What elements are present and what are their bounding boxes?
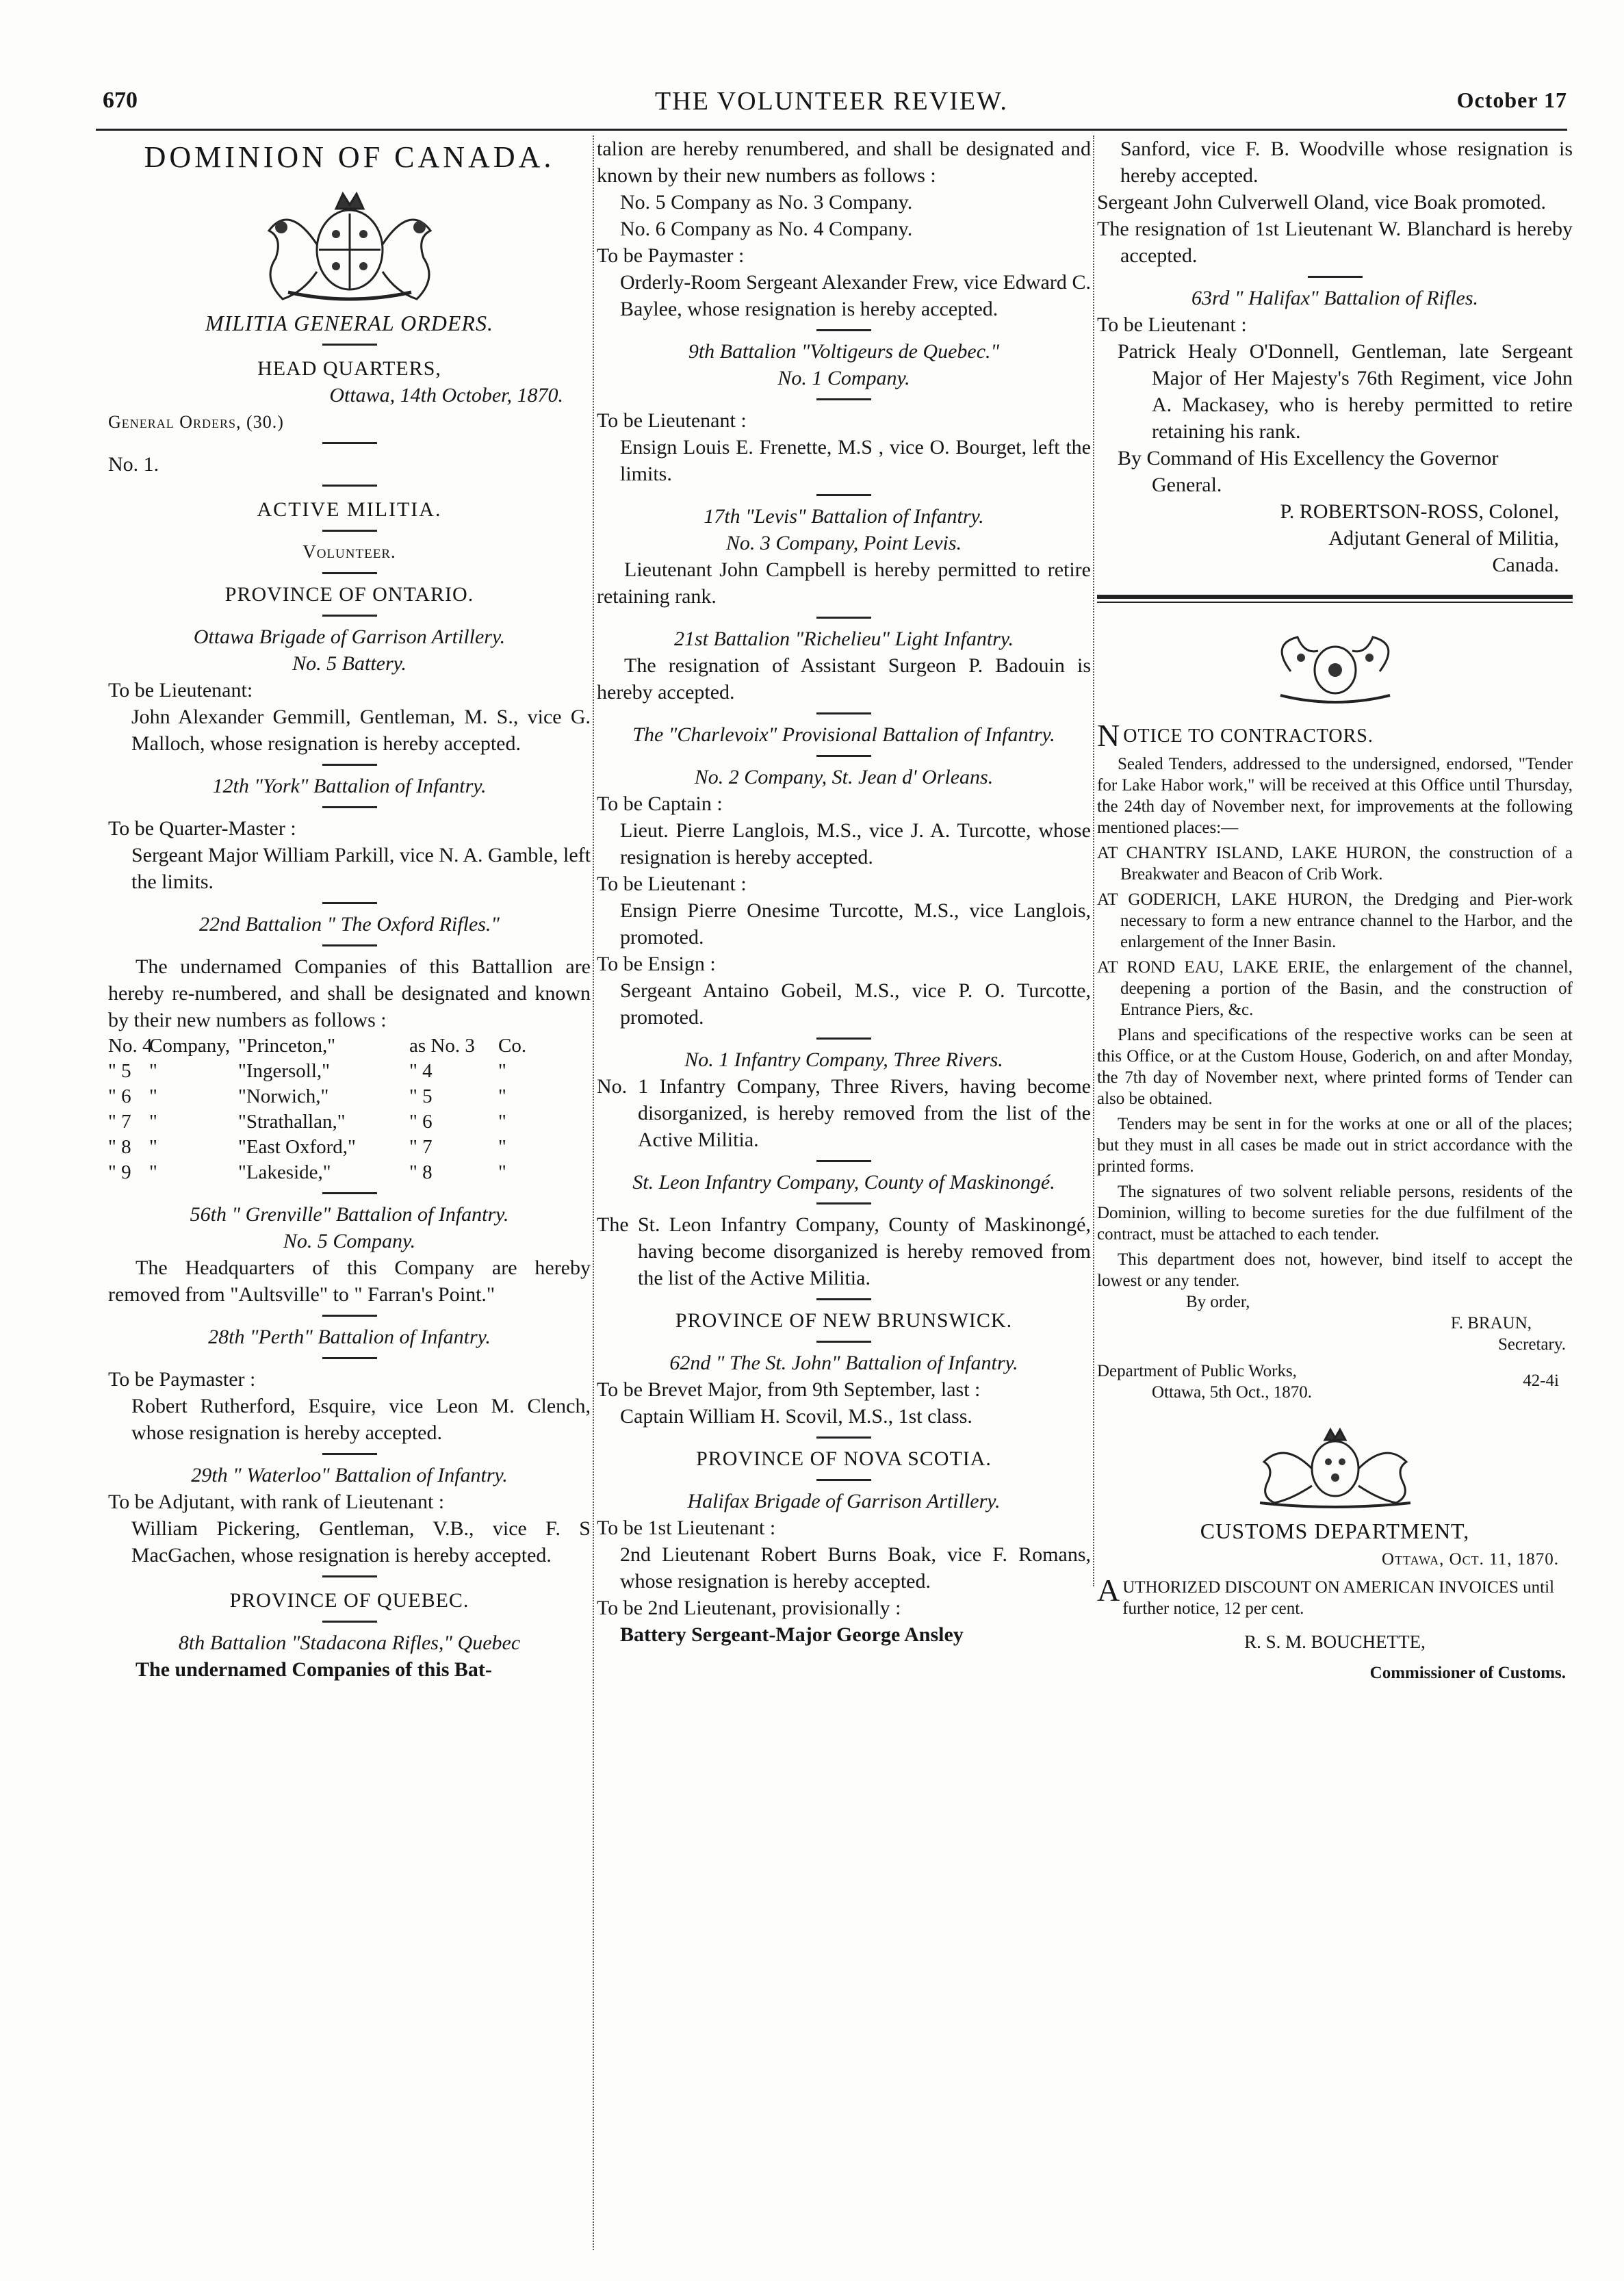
divider	[322, 1192, 377, 1194]
appointment-text: Sergeant Major William Parkill, vice N. A. Gamble, left the limits.	[131, 844, 591, 893]
paragraph: The Headquarters of this Company are hereby removed from "Aultsville" to " Farran's Point."	[108, 1257, 591, 1306]
customs-heading: CUSTOMS DEPARTMENT,	[1200, 1519, 1470, 1543]
signatory-name: R. S. M. BOUCHETTE,	[1244, 1632, 1426, 1652]
table-cell: "	[149, 1085, 157, 1107]
divider	[322, 1621, 377, 1623]
appointment-label: To be Quarter-Master :	[108, 817, 296, 840]
section-heading: St. Leon Infantry Company, County of Maskinongé.	[632, 1171, 1055, 1194]
appointment-label: To be 2nd Lieutenant, provisionally :	[597, 1597, 901, 1619]
table-cell: "Ingersoll,"	[238, 1060, 331, 1082]
table-cell: " 5	[409, 1085, 433, 1107]
signatory-title: Secretary.	[1497, 1335, 1566, 1354]
divider	[322, 572, 377, 574]
appointment-text: Battery Sergeant-Major George Ansley	[620, 1623, 964, 1646]
table-cell: " 6	[108, 1085, 131, 1107]
divider	[322, 530, 377, 532]
appointment-text: Sergeant John Culverwell Oland, vice Boak promoted.	[1097, 191, 1546, 214]
notice-paragraph: AT CHANTRY ISLAND, LAKE HURON, the construction of a Breakwater and Beacon of Crib Work.	[1097, 844, 1573, 884]
table-cell: "	[498, 1060, 506, 1082]
divider	[322, 1453, 377, 1455]
appointment-text: Sergeant Antaino Gobeil, M.S., vice P. O. Turcotte, promoted.	[620, 979, 1091, 1029]
divider	[322, 902, 377, 904]
appointment-text: Ensign Louis E. Frenette, M.S , vice O. Bourget, left the limits.	[620, 436, 1091, 485]
table-cell: "Strathallan,"	[238, 1111, 346, 1133]
paragraph: The undernamed Companies of this Battallion are hereby re-numbered, and shall be designated and known by their new numbers as follows :	[108, 955, 591, 1031]
divider	[1308, 276, 1363, 278]
province-ontario-heading: PROVINCE OF ONTARIO.	[224, 583, 474, 606]
newspaper-title: THE VOLUNTEER REVIEW.	[655, 87, 1008, 116]
general-orders-number: General Orders, (30.)	[108, 412, 284, 432]
militia-orders-heading: MILITIA GENERAL ORDERS.	[205, 311, 493, 335]
table-cell: "East Oxford,"	[238, 1136, 356, 1158]
notice-paragraph: Plans and specifications of the respective works can be seen at this Office, or at the Custom House, Goderich, on and after Monday, the 7th day of November next, where printed forms of Tender can also be obtained.	[1097, 1026, 1573, 1108]
appointment-text: John Alexander Gemmill, Gentleman, M. S., vice G. Malloch, whose resignation is hereby accepted.	[131, 706, 591, 755]
divider	[816, 755, 871, 757]
paragraph: talion are hereby renumbered, and shall be designated and known by their new numbers as follows :	[597, 138, 1091, 187]
table-cell: "	[498, 1161, 506, 1183]
section-heading: 9th Battalion "Voltigeurs de Quebec."	[688, 340, 1000, 363]
notice-paragraph: The signatures of two solvent reliable persons, residents of the Dominion, willing to become sureties for the due fulfilment of the contract, must be attached to each tender.	[1097, 1183, 1573, 1243]
table-cell: "	[149, 1136, 157, 1158]
thick-rule	[1097, 595, 1573, 599]
subsection-heading: No. 3 Company, Point Levis.	[725, 532, 962, 554]
divider	[816, 1038, 871, 1040]
issue-date: October 17	[1456, 88, 1567, 112]
order-number: No. 1.	[108, 453, 159, 476]
thin-rule	[1097, 602, 1573, 603]
list-item: No. 5 Company as No. 3 Company.	[620, 191, 913, 214]
section-heading: Halifax Brigade of Garrison Artillery.	[687, 1490, 1001, 1512]
appointment-text: Captain William H. Scovil, M.S., 1st class.	[620, 1405, 972, 1428]
column-1	[108, 136, 591, 1683]
hq-date: Ottawa, 14th October, 1870.	[329, 384, 563, 407]
divider	[322, 806, 377, 808]
divider	[322, 764, 377, 766]
section-heading: 56th " Grenville" Battalion of Infantry.	[190, 1203, 509, 1226]
divider	[322, 1357, 377, 1359]
paragraph: The resignation of Assistant Surgeon P. Badouin is hereby accepted.	[597, 654, 1091, 704]
column-2	[597, 136, 1091, 1648]
table-cell: " 5	[108, 1060, 131, 1082]
appointment-label: To be Ensign :	[597, 953, 716, 975]
table-cell: " 8	[108, 1136, 131, 1158]
divider	[816, 712, 871, 714]
column-divider-1	[593, 136, 594, 2250]
department-name: Department of Public Works,	[1097, 1362, 1297, 1380]
divider	[816, 617, 871, 619]
section-heading: 21st Battalion "Richelieu" Light Infantry.	[674, 628, 1014, 650]
table-cell: Co.	[498, 1035, 527, 1057]
province-ns-heading: PROVINCE OF NOVA SCOTIA.	[696, 1447, 992, 1470]
customs-date: Ottawa, Oct. 11, 1870.	[1381, 1550, 1559, 1569]
dominion-heading: DOMINION OF CANADA.	[144, 140, 555, 174]
divider	[816, 1436, 871, 1439]
notice-paragraph: This department does not, however, bind itself to accept the lowest or any tender.	[1097, 1250, 1573, 1290]
renumbering-table	[108, 1033, 591, 1185]
divider	[322, 344, 377, 346]
section-heading: 28th "Perth" Battalion of Infantry.	[208, 1326, 491, 1348]
royal-coat-of-arms-icon	[1233, 1426, 1438, 1508]
section-heading: 8th Battalion "Stadacona Rifles," Quebec	[178, 1632, 521, 1654]
notice-paragraph: AT ROND EAU, LAKE ERIE, the enlargement of the channel, deepening a portion of the Basin, and the construction of Entrance Piers, &c.	[1097, 958, 1573, 1019]
section-heading: 29th " Waterloo" Battalion of Infantry.	[191, 1464, 508, 1486]
column-divider-2	[1093, 136, 1094, 1586]
table-cell: "Norwich,"	[238, 1085, 329, 1107]
divider	[816, 1298, 871, 1300]
appointment-label: To be Brevet Major, from 9th September, last :	[597, 1378, 981, 1401]
table-cell: " 6	[409, 1111, 433, 1133]
volunteer-heading: Volunteer.	[302, 541, 396, 562]
appointment-label: To be Adjutant, with rank of Lieutenant :	[108, 1491, 445, 1513]
customs-notice-text: UTHORIZED DISCOUNT ON AMERICAN INVOICES until further notice, 12 per cent.	[1122, 1578, 1555, 1618]
by-order: By order,	[1186, 1293, 1250, 1311]
province-quebec-heading: PROVINCE OF QUEBEC.	[229, 1589, 469, 1612]
paragraph: The St. Leon Infantry Company, County of Maskinongé, having become disorganized is hereby removed from the list of the Active Militia.	[597, 1213, 1091, 1289]
section-heading: Ottawa Brigade of Garrison Artillery.	[193, 626, 506, 648]
table-cell: " 7	[409, 1136, 433, 1158]
page-header	[96, 81, 1567, 129]
paragraph: Lieutenant John Campbell is hereby permitted to retire retaining rank.	[597, 558, 1091, 608]
table-cell: " 7	[108, 1111, 131, 1133]
appointment-text: Ensign Pierre Onesime Turcotte, M.S., vice Langlois, promoted.	[620, 899, 1091, 949]
divider	[816, 398, 871, 400]
signatory-title: Adjutant General of Militia,	[1328, 527, 1559, 550]
table-cell: " 9	[108, 1161, 131, 1183]
header-rule	[96, 129, 1567, 131]
divider	[322, 1575, 377, 1577]
province-nb-heading: PROVINCE OF NEW BRUNSWICK.	[675, 1309, 1013, 1332]
table-cell: " 4	[409, 1060, 433, 1082]
divider	[816, 329, 871, 331]
divider	[322, 442, 377, 444]
appointment-label: To be Captain :	[597, 792, 723, 815]
appointment-text: 2nd Lieutenant Robert Burns Boak, vice F. Romans, whose resignation is hereby accepted.	[620, 1543, 1091, 1593]
royal-coat-of-arms-icon	[233, 176, 466, 306]
paragraph: No. 1 Infantry Company, Three Rivers, having become disorganized, is hereby removed from the list of the Active Militia.	[597, 1075, 1091, 1151]
table-cell: "	[149, 1111, 157, 1133]
divider	[816, 1202, 871, 1204]
notice-heading	[1097, 718, 1573, 753]
section-heading: 17th "Levis" Battalion of Infantry.	[704, 505, 984, 528]
table-cell: Company,	[149, 1035, 231, 1057]
list-item: No. 6 Company as No. 4 Company.	[620, 218, 913, 240]
command-line: By Command of His Excellency the Governor General.	[1118, 447, 1499, 496]
appointment-label: To be 1st Lieutenant :	[597, 1517, 776, 1539]
appointment-text: Sanford, vice F. B. Woodville whose resignation is hereby accepted.	[1120, 138, 1573, 187]
section-heading: 22nd Battalion " The Oxford Rifles."	[198, 913, 500, 936]
appointment-text: William Pickering, Gentleman, V.B., vice F. S MacGachen, whose resignation is hereby accepted.	[131, 1517, 591, 1567]
divider	[322, 485, 377, 487]
table-cell: "	[149, 1161, 157, 1183]
section-heading: 62nd " The St. John" Battalion of Infantry.	[669, 1352, 1018, 1374]
department-line	[1097, 1361, 1573, 1403]
section-heading: 12th "York" Battalion of Infantry.	[212, 775, 487, 797]
divider	[816, 1479, 871, 1481]
appointment-label: To be Lieutenant :	[597, 409, 747, 432]
signatory-place: Canada.	[1492, 554, 1559, 576]
customs-notice	[1097, 1573, 1573, 1619]
notice-title: OTICE TO CONTRACTORS.	[1123, 725, 1374, 747]
table-cell: "	[498, 1136, 506, 1158]
appointment-text: Lieut. Pierre Langlois, M.S., vice J. A. Turcotte, whose resignation is hereby accepted.	[620, 819, 1091, 868]
table-cell: "	[498, 1085, 506, 1107]
table-cell: No. 4	[108, 1035, 153, 1057]
section-heading: No. 1 Infantry Company, Three Rivers.	[684, 1048, 1003, 1071]
department-date: Ottawa, 5th Oct., 1870.	[1152, 1383, 1312, 1402]
appointment-label: To be Lieutenant:	[108, 679, 253, 701]
appointment-label: To be Lieutenant :	[597, 873, 747, 895]
signatory-title: Commissioner of Customs.	[1369, 1664, 1566, 1682]
subsection-heading: No. 2 Company, St. Jean d' Orleans.	[694, 766, 994, 788]
appointment-label: To be Lieutenant :	[1097, 313, 1247, 336]
column-3	[1097, 136, 1573, 1684]
paragraph: The undernamed Companies of this Bat-	[136, 1658, 492, 1681]
appointment-text: Orderly-Room Sergeant Alexander Frew, vice Edward C. Baylee, whose resignation is hereby accepted.	[620, 271, 1091, 320]
divider	[816, 1160, 871, 1162]
section-heading: The "Charlevoix" Provisional Battalion of Infantry.	[632, 723, 1055, 746]
table-cell: "Lakeside,"	[238, 1161, 331, 1183]
table-cell: "Princeton,"	[238, 1035, 336, 1057]
subsection-heading: No. 1 Company.	[777, 367, 910, 389]
page-number: 670	[103, 88, 138, 113]
drop-cap: A	[1097, 1573, 1120, 1608]
notice-paragraph: Tenders may be sent in for the works at one or all of the places; but they must in all cases be made out in strict accordance with the printed forms.	[1097, 1115, 1573, 1176]
head-quarters: HEAD QUARTERS,	[257, 357, 441, 380]
ad-number: 42-4i	[1523, 1371, 1559, 1390]
appointment-label: To be Paymaster :	[597, 244, 745, 267]
drop-cap: N	[1097, 718, 1121, 753]
appointment-text: The resignation of 1st Lieutenant W. Blanchard is hereby accepted.	[1097, 218, 1573, 267]
divider	[322, 615, 377, 617]
notice-paragraph: Sealed Tenders, addressed to the undersigned, endorsed, "Tender for Lake Habor work," will be received at this Office until Thursday, the 24th day of November next, for improvements at the following mentioned places:—	[1097, 755, 1573, 837]
table-cell: "	[149, 1060, 157, 1082]
active-militia-heading: ACTIVE MILITIA.	[257, 498, 442, 521]
notice-paragraph: AT GODERICH, LAKE HURON, the Dredging and Pier-work necessary to form a new entrance channel to the Harbor, and the enlargement of the Inner Basin.	[1097, 890, 1573, 951]
appointment-label: To be Paymaster :	[108, 1368, 256, 1391]
table-cell: " 8	[409, 1161, 433, 1183]
section-heading: 63rd " Halifax" Battalion of Rifles.	[1191, 287, 1479, 309]
table-cell: as No. 3	[409, 1035, 475, 1057]
divider	[816, 494, 871, 496]
subsection-heading: No. 5 Battery.	[292, 652, 407, 675]
signatory-name: P. ROBERTSON-ROSS, Colonel,	[1280, 500, 1559, 523]
subsection-heading: No. 5 Company.	[283, 1230, 416, 1252]
divider	[322, 944, 377, 946]
appointment-text: Robert Rutherford, Esquire, vice Leon M. Clench, whose resignation is hereby accepted.	[131, 1395, 591, 1444]
appointment-text: Patrick Healy O'Donnell, Gentleman, late Sergeant Major of Her Majesty's 76th Regiment, vice John A. Mackasey, who is hereby permitted to retire retaining his rank.	[1118, 340, 1573, 443]
signatory-name: F. BRAUN,	[1450, 1314, 1532, 1332]
divider	[322, 1315, 377, 1317]
table-cell: "	[498, 1111, 506, 1133]
ornament-icon	[1267, 630, 1404, 706]
divider	[816, 1341, 871, 1343]
